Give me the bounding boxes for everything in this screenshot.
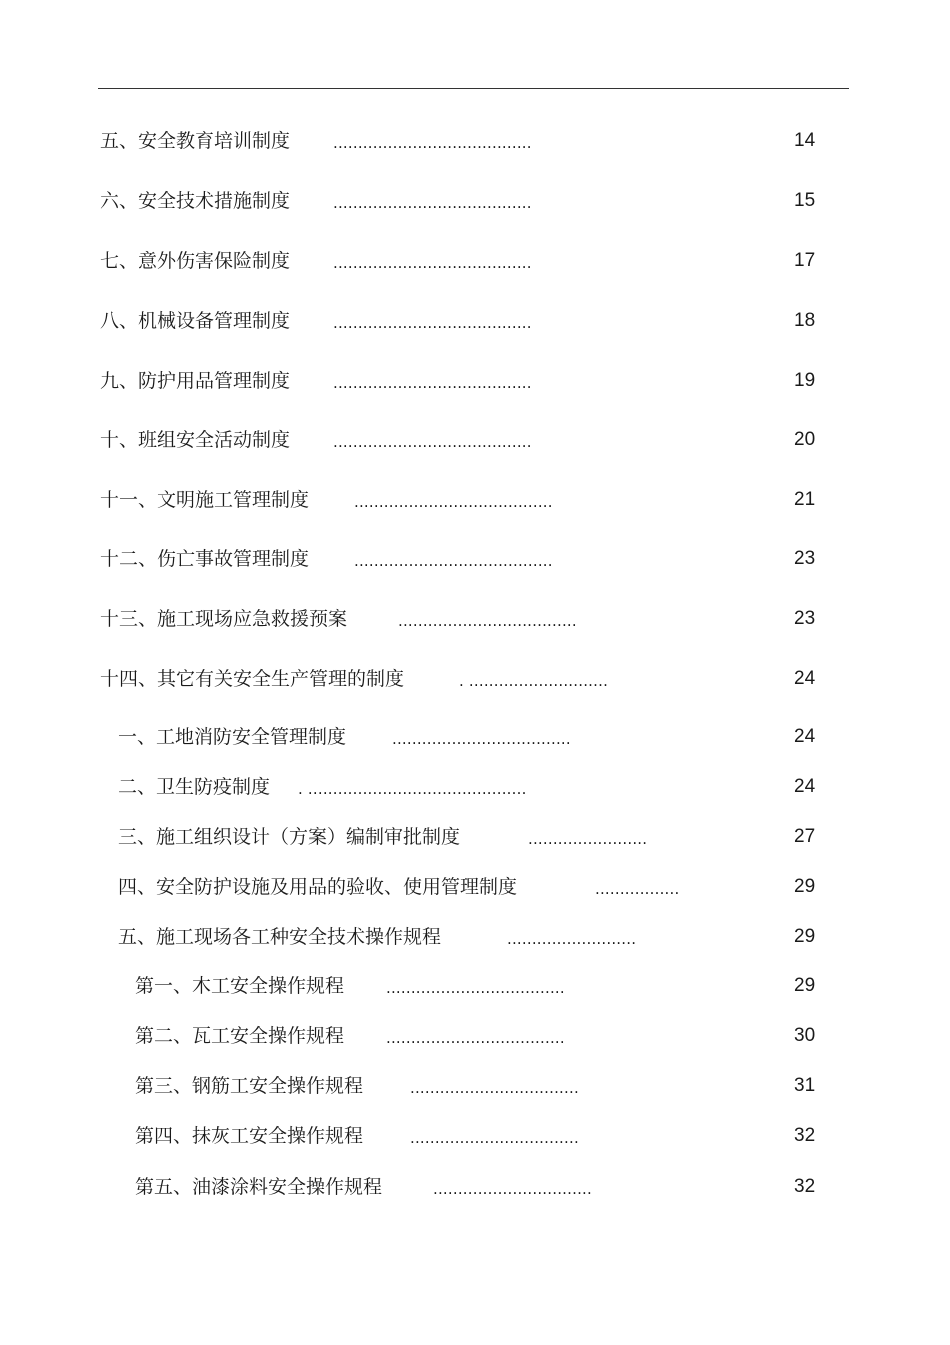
toc-entry-title: 二、卫生防疫制度 [118,776,271,798]
toc-entry[interactable] [0,922,950,952]
toc-entry[interactable] [0,1021,950,1051]
toc-page-number: 32 [794,1176,816,1197]
toc-dot-leader: ........................................ [333,254,532,272]
toc-page-number: 23 [794,548,816,569]
toc-entry[interactable] [0,1071,950,1101]
toc-entry-title: 第三、钢筋工安全操作规程 [135,1075,364,1097]
toc-entry[interactable] [0,544,950,574]
toc-entry[interactable] [0,306,950,336]
toc-entry-title: 十四、其它有关安全生产管理的制度 [100,668,405,690]
toc-entry[interactable] [0,722,950,752]
toc-page-number: 32 [794,1125,816,1146]
toc-entry[interactable] [0,772,950,802]
toc-dot-leader: .................................. [410,1079,579,1097]
toc-entry-title: 十二、伤亡事故管理制度 [100,548,310,570]
toc-dot-leader: . ............................................ [298,780,527,798]
toc-page-number: 30 [794,1025,816,1046]
toc-page-number: 24 [794,726,816,747]
toc-entry[interactable] [0,246,950,276]
toc-page-number: 15 [794,190,816,211]
toc-entry-title: 第一、木工安全操作规程 [135,975,345,997]
toc-dot-leader: ........................................ [354,493,553,511]
toc-entry[interactable] [0,186,950,216]
toc-entry[interactable] [0,664,950,694]
toc-entry[interactable] [0,604,950,634]
toc-dot-leader: .................................. [410,1129,579,1147]
toc-entry-title: 六、安全技术措施制度 [100,190,291,212]
toc-page-number: 14 [794,130,816,151]
toc-entry[interactable] [0,822,950,852]
toc-entry-title: 八、机械设备管理制度 [100,310,291,332]
toc-entry[interactable] [0,971,950,1001]
toc-dot-leader: .................................... [386,1029,565,1047]
toc-dot-leader: .......................... [507,930,637,948]
toc-entry-title: 五、安全教育培训制度 [100,130,291,152]
toc-dot-leader: .................................... [398,612,577,630]
toc-page-number: 19 [794,370,816,391]
toc-page-number: 29 [794,926,816,947]
toc-entry-title: 四、安全防护设施及用品的验收、使用管理制度 [118,876,518,898]
toc-dot-leader: .................................... [392,730,571,748]
toc-entry[interactable] [0,872,950,902]
toc-entry-title: 三、施工组织设计（方案）编制审批制度 [118,826,461,848]
toc-dot-leader: ........................................ [333,433,532,451]
toc-dot-leader: ........................................ [333,314,532,332]
toc-entry-title: 七、意外伤害保险制度 [100,250,291,272]
toc-page-number: 21 [794,489,816,510]
toc-page-number: 20 [794,429,816,450]
toc-page-number: 23 [794,608,816,629]
toc-page-number: 31 [794,1075,816,1096]
toc-entry-title: 十一、文明施工管理制度 [100,489,310,511]
toc-entry[interactable] [0,1121,950,1151]
toc-page-number: 18 [794,310,816,331]
toc-dot-leader: ........................................ [333,374,532,392]
toc-dot-leader: . ............................ [459,672,609,690]
toc-entry-title: 第二、瓦工安全操作规程 [135,1025,345,1047]
toc-dot-leader: ................. [595,880,680,898]
toc-dot-leader: ........................................ [333,134,532,152]
toc-entry-title: 第五、油漆涂料安全操作规程 [135,1176,383,1198]
toc-page-number: 29 [794,975,816,996]
toc-dot-leader: ........................................ [333,194,532,212]
toc-dot-leader: ........................................ [354,552,553,570]
toc-entry-title: 十、班组安全活动制度 [100,429,291,451]
toc-dot-leader: ................................ [433,1180,592,1198]
toc-entry[interactable] [0,485,950,515]
toc-entry-title: 九、防护用品管理制度 [100,370,291,392]
toc-entry[interactable] [0,425,950,455]
toc-entry-title: 一、工地消防安全管理制度 [118,726,347,748]
toc-dot-leader: .................................... [386,979,565,997]
toc-page-number: 27 [794,826,816,847]
toc-entry-title: 十三、施工现场应急救援预案 [100,608,348,630]
toc-page-number: 24 [794,776,816,797]
toc-entry[interactable] [0,126,950,156]
toc-dot-leader: ........................ [528,830,648,848]
toc-page-number: 29 [794,876,816,897]
toc-entry-title: 第四、抹灰工安全操作规程 [135,1125,364,1147]
toc-entry[interactable] [0,1172,950,1202]
toc-entry-title: 五、施工现场各工种安全技术操作规程 [118,926,442,948]
toc-page-number: 24 [794,668,816,689]
toc-entry[interactable] [0,366,950,396]
header-rule [98,88,849,89]
toc-page-number: 17 [794,250,816,271]
